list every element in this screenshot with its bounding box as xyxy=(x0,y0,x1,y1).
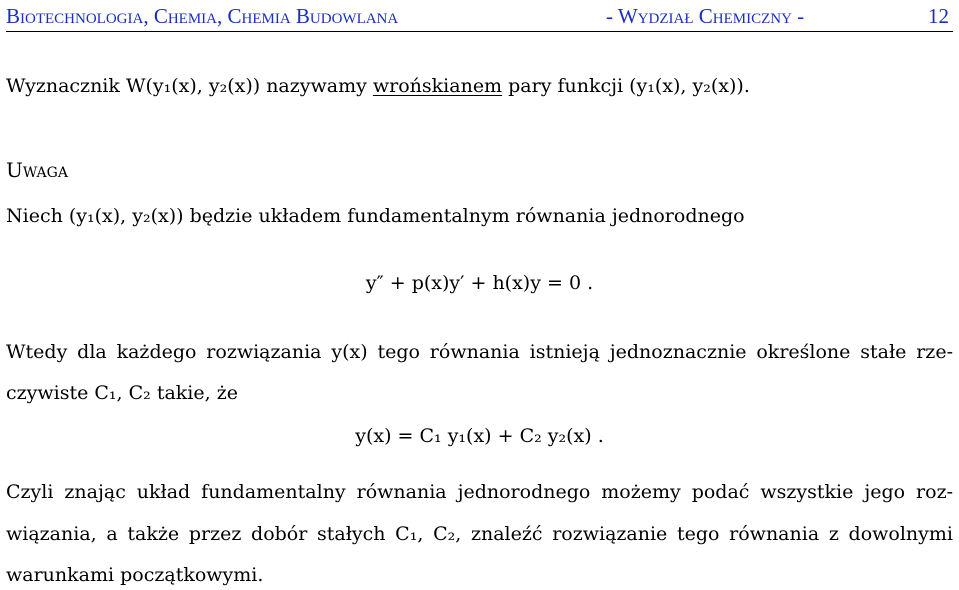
definition-text-before: Wyznacznik W(y₁(x), y₂(x)) nazywamy xyxy=(6,75,373,97)
paragraph-conclusion-line-1: Czyli znając układ fundamentalny równania jednorodnego możemy podać wszystkie jego roz- xyxy=(6,481,953,503)
paragraph-solution-line-1: Wtedy dla każdego rozwiązania y(x) tego równania istnieją jednoznacznie określone stałe rze- xyxy=(6,341,953,363)
paragraph-fundamental-system: Niech (y₁(x), y₂(x)) będzie układem fundamentalnym równania jednorodnego xyxy=(6,205,745,227)
wronskian-term-link[interactable]: wrońskianem xyxy=(372,75,503,97)
paragraph-conclusion-line-3: warunkami początkowymi. xyxy=(6,564,264,586)
page-number: 12 xyxy=(928,4,949,28)
page-header xyxy=(6,2,953,30)
definition-text-after: pary funkcji (y₁(x), y₂(x)). xyxy=(502,75,750,97)
homogeneous-equation: y″ + p(x)y′ + h(x)y = 0 . xyxy=(365,272,594,294)
paragraph-solution-line-2: czywiste C₁, C₂ takie, że xyxy=(6,382,238,404)
general-solution-equation: y(x) = C₁ y₁(x) + C₂ y₂(x) . xyxy=(355,425,604,447)
header-faculty: - Wydział Chemiczny - xyxy=(606,4,805,28)
remark-heading: Uwaga xyxy=(6,158,68,182)
paragraph-conclusion-line-2: wiązania, a także przez dobór stałych C₁, C₂, znaleźć rozwiązanie tego równania z dowolnymi xyxy=(6,523,953,545)
header-rule xyxy=(6,31,953,32)
header-course-title: Biotechnologia, Chemia, Chemia Budowlana xyxy=(6,4,399,28)
paragraph-wronskian-definition xyxy=(6,74,750,98)
